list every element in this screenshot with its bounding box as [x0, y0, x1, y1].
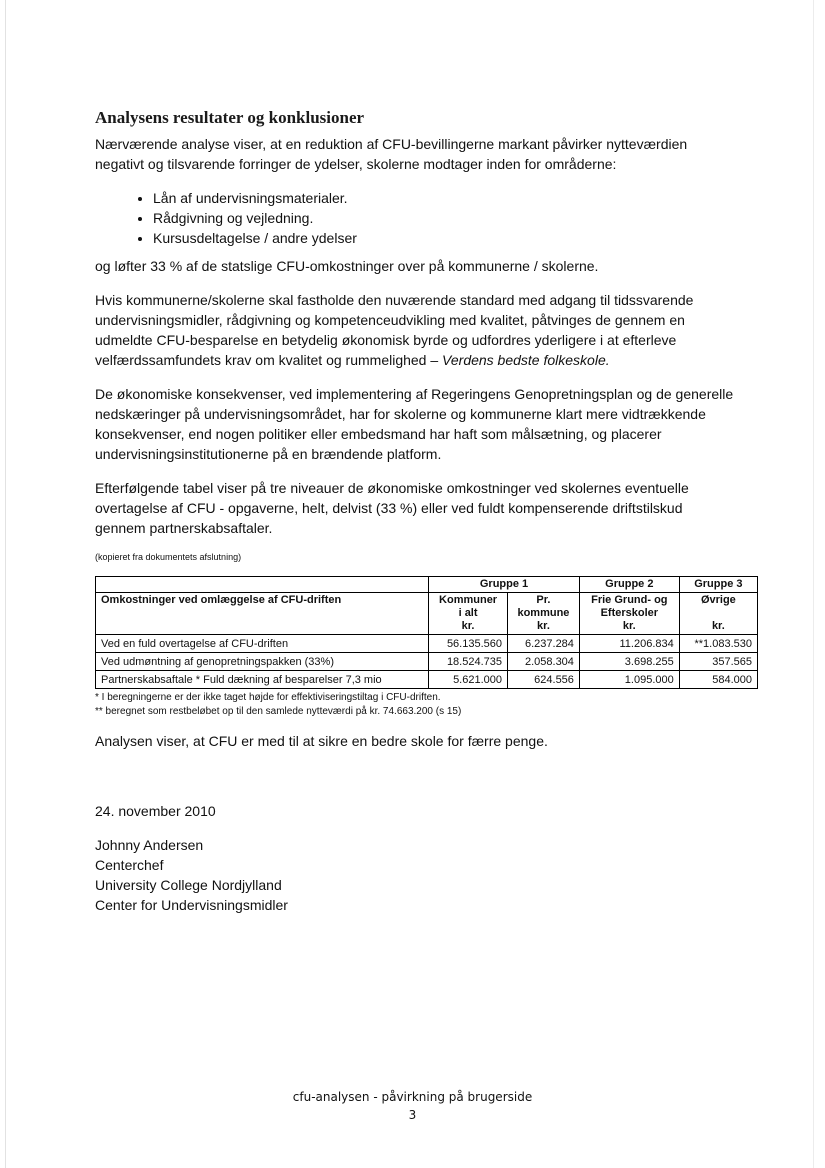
- row-label: Ved udmøntning af genopretningspakken (33%): [96, 653, 429, 671]
- cell-frie-skoler: 3.698.255: [579, 653, 679, 671]
- standard-paragraph: [95, 290, 735, 370]
- scan-edge-left: [5, 0, 6, 1168]
- standard-paragraph-text: Hvis kommunerne/skolerne skal fastholde den nuværende standard med adgang til tidssvarende undervisningsmidler, rådgivning og kompetenceudvikling med kvalitet, påtvinges de gennem en udmeldte CFU-besparelse en betydelig økonomisk byrde og udfordres yderligere i at efterleve velfærdssamfundets krav om kvalitet og rummelighed –: [95, 292, 694, 368]
- row-label: Ved en fuld overtagelse af CFU-driften: [96, 635, 429, 653]
- footer-title: cfu-analysen - påvirkning på brugerside: [292, 1090, 533, 1104]
- cell-frie-skoler: 11.206.834: [579, 635, 679, 653]
- bullet-item: • Kursusdeltagelse / andre ydelser: [153, 228, 735, 248]
- table-row: [96, 635, 758, 653]
- group-header-row: [96, 577, 758, 593]
- signature-department: Center for Undervisningsmidler: [95, 897, 288, 913]
- signature-name: Johnny Andersen: [95, 837, 204, 853]
- page-number: 3: [408, 1108, 417, 1122]
- cell-kommuner: 18.524.735: [429, 653, 508, 671]
- cost-table: [95, 576, 758, 689]
- column-header-kommuner: Kommuner i alt kr.: [429, 593, 508, 635]
- cell-ovrige: 584.000: [679, 671, 757, 689]
- signature-organization: University College Nordjylland: [95, 877, 282, 893]
- page-footer: [0, 1088, 825, 1124]
- intro-paragraph: Nærværende analyse viser, at en reduktion af CFU-bevillingerne markant påvirker nytteværdien negativt og tilsvarende forringer de ydelser, skolerne modtager inden for områderne:: [95, 136, 688, 172]
- cell-kommuner: 56.135.560: [429, 635, 508, 653]
- footnote: * I beregningerne er der ikke taget højde for effektiviseringstiltag i CFU-driften.: [95, 692, 441, 703]
- bullet-list: [95, 188, 735, 248]
- cell-pr-kommune: 624.556: [508, 671, 580, 689]
- cell-frie-skoler: 1.095.000: [579, 671, 679, 689]
- group-header-3: Gruppe 3: [679, 577, 757, 593]
- cell-ovrige: **1.083.530: [679, 635, 757, 653]
- cell-ovrige: 357.565: [679, 653, 757, 671]
- document-body: [95, 108, 752, 915]
- column-header-ovrige: Øvrige kr.: [679, 593, 757, 635]
- cell-pr-kommune: 2.058.304: [508, 653, 580, 671]
- signature-title: Centerchef: [95, 857, 164, 873]
- section-heading: Analysens resultater og konklusioner: [95, 108, 365, 127]
- cell-pr-kommune: 6.237.284: [508, 635, 580, 653]
- bullet-item: • Lån af undervisningsmaterialer.: [153, 188, 735, 208]
- signature-block: [95, 835, 735, 915]
- bullet-item: • Rådgivning og vejledning.: [153, 208, 735, 228]
- column-header-pr-kommune: Pr. kommune kr.: [508, 593, 580, 635]
- group-header-2: Gruppe 2: [579, 577, 679, 593]
- standard-paragraph-italic: Verdens bedste folkeskole.: [442, 352, 610, 368]
- table-row: [96, 653, 758, 671]
- table-footnotes: [95, 691, 735, 719]
- table-intro-paragraph: Efterfølgende tabel viser på tre niveauer de økonomiske omkostninger ved skolernes eventuelle overtagelse af CFU - opgaverne, helt, delvist (33 %) eller ved fuldt kompenserende driftstilskud gennem partnerskabsaftaler.: [95, 480, 689, 536]
- row-label: Partnerskabsaftale * Fuld dækning af besparelser 7,3 mio: [96, 671, 429, 689]
- table-row: [96, 671, 758, 689]
- conclusion-paragraph: Analysen viser, at CFU er med til at sikre en bedre skole for færre penge.: [95, 733, 548, 749]
- column-header-row: [96, 593, 758, 635]
- footnote: ** beregnet som restbeløbet op til den samlede nytteværdi på kr. 74.663.200 (s 15): [95, 706, 462, 717]
- row-header: Omkostninger ved omlæggelse af CFU-driften: [96, 593, 429, 635]
- column-header-frie-skoler: Frie Grund- og Efterskoler kr.: [579, 593, 679, 635]
- scan-edge-right: [813, 0, 814, 1168]
- date-line: 24. november 2010: [95, 803, 216, 819]
- after-bullets-paragraph: og løfter 33 % af de statslige CFU-omkostninger over på kommunerne / skolerne.: [95, 258, 599, 274]
- group-header-1: Gruppe 1: [429, 577, 580, 593]
- cell-kommuner: 5.621.000: [429, 671, 508, 689]
- source-note: (kopieret fra dokumentets afslutning): [95, 552, 242, 562]
- consequences-paragraph: De økonomiske konsekvenser, ved implementering af Regeringens Genopretningsplan og de generelle nedskæringer på undervisningsområdet, har for skolerne og kommunerne klart mere vidtrækkende konsekvenser, end nogen politiker eller embedsmand har haft som målsætning, og placerer undervisningsinstitutionerne på en brændende platform.: [95, 386, 734, 462]
- empty-header-cell: [96, 577, 429, 593]
